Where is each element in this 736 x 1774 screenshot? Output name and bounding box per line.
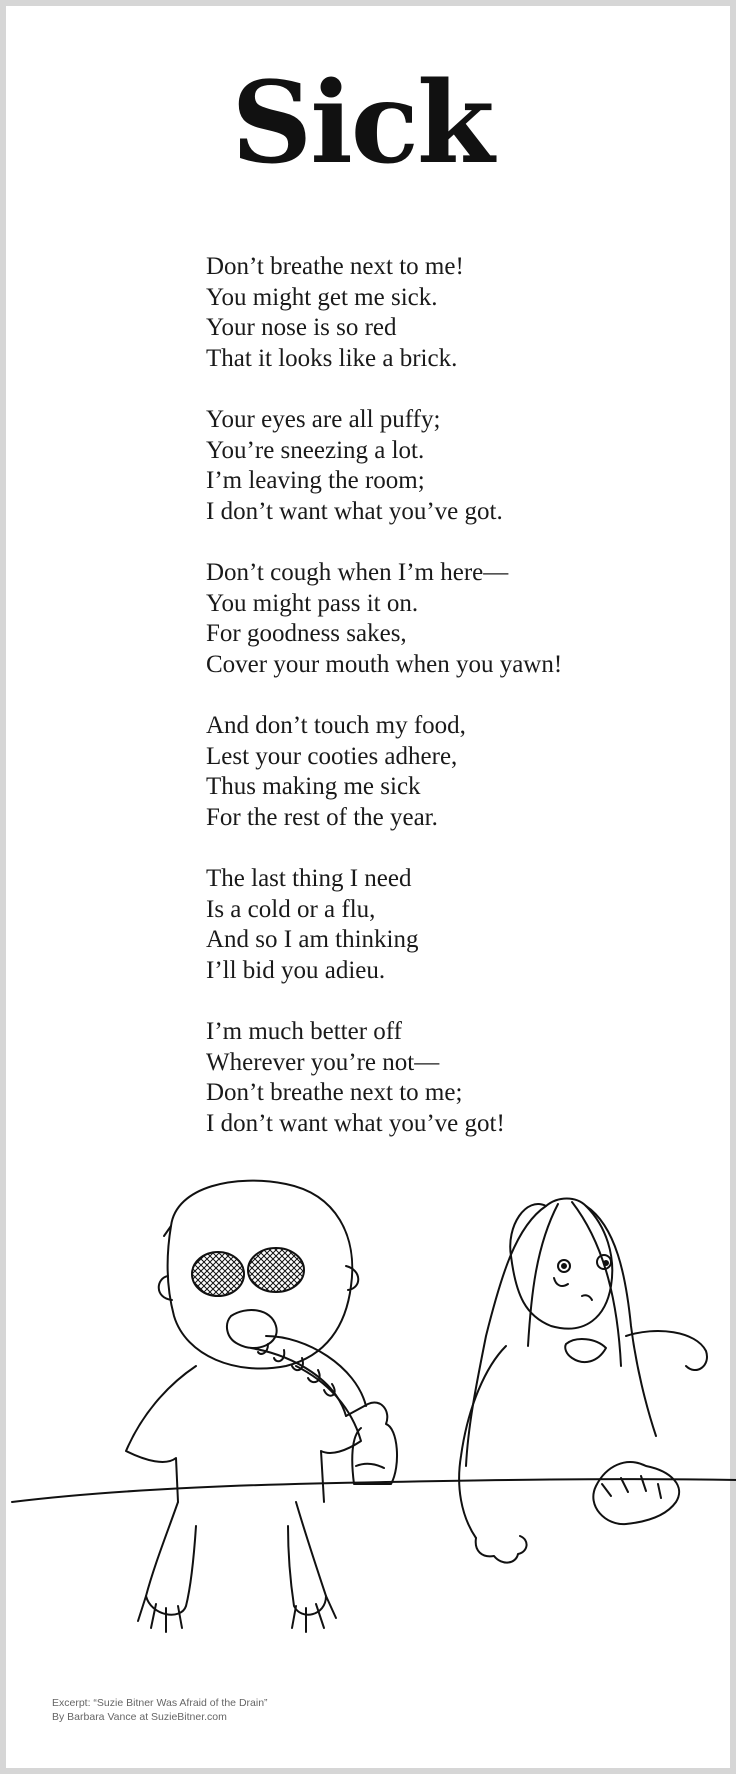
poem-line: Is a cold or a flu, [206,895,376,923]
poem-line: Your nose is so red [206,314,397,341]
poem-line: And so I am thinking [206,926,419,953]
poem-title: Sick [231,58,493,189]
poem-line: Cover your mouth when you yawn! [206,650,563,678]
poem-line: I’m leaving the room; [206,467,425,494]
sick-girl [459,1199,707,1563]
poem-line: I don’t want what you’ve got! [206,1109,505,1137]
poem-line: The last thing I need [206,865,412,892]
poem-line: Wherever you’re not— [206,1048,440,1076]
poem-line: Don’t breathe next to me! [206,253,464,280]
poem-line: I’ll bid you adieu. [206,956,386,984]
poem-line: You might pass it on. [206,589,419,617]
poem-line: You’re sneezing a lot. [206,436,425,464]
poem-line: You might get me sick. [206,283,438,311]
poem-line: For the rest of the year. [206,803,438,831]
stanza-4 [206,711,726,833]
poem-line: I don’t want what you’ve got. [206,497,503,525]
stanza-2 [206,405,726,527]
stanza-1 [206,252,726,374]
poem-line: Lest your cooties adhere, [206,742,458,770]
poem-line: Don’t cough when I’m here— [206,559,509,586]
poem-line: I’m much better off [206,1018,402,1045]
poem-line: Don’t breathe next to me; [206,1079,463,1106]
stanza-3 [206,558,726,680]
stanza-6 [206,1017,726,1139]
poem-line: Your eyes are all puffy; [206,406,441,433]
poem-line: That it looks like a brick. [206,344,458,372]
gas-mask-boy [126,1181,397,1632]
credits [52,1696,268,1724]
poem-line: For goodness sakes, [206,620,407,647]
illustration-drawing [6,1166,736,1676]
stanza-5 [206,864,726,986]
credit-excerpt: Excerpt: “Suzie Bitner Was Afraid of the Drain” [52,1697,268,1709]
poem-line: And don’t touch my food, [206,712,466,739]
poem-line: Thus making me sick [206,773,421,800]
poem-body [206,252,726,1170]
credit-author: By Barbara Vance at SuzieBitner.com [52,1711,227,1723]
